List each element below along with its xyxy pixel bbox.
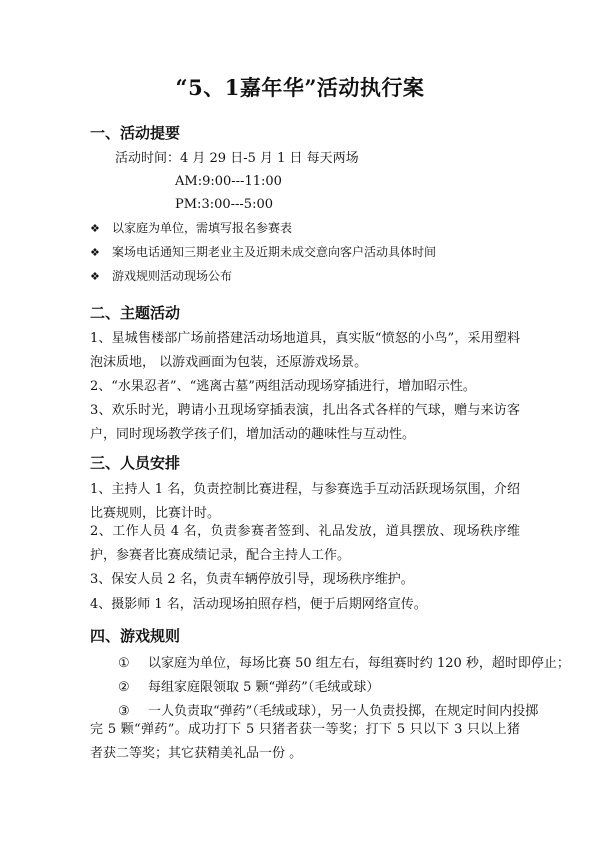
diamond-bullet-icon: ❖ [90, 246, 100, 259]
staff-paragraph-1: 1、主持人 1 名，负责控制比赛进程，与参赛选手互动活跃现场氛围，介绍比赛规则，比赛计时。 [90, 482, 520, 521]
rule-text: 以家庭为单位，每场比赛 50 组左右，每组赛时约 120 秒，超时即停止； [148, 656, 570, 671]
document-title: “5、1嘉年华”活动执行案 [175, 75, 425, 100]
morning-session: AM:9:00---11:00 [175, 174, 282, 189]
activity-time: 活动时间：4 月 29 日-5 月 1 日 每天两场 [115, 151, 359, 166]
theme-paragraph-1: 1、星城售楼部广场前搭建活动场地道具，真实版“愤怒的小鸟”，采用塑料泡沫质地， 以游戏画面为包装，还原游戏场景。 [90, 331, 520, 370]
afternoon-session: PM:3:00---5:00 [175, 197, 274, 212]
bullet-text: 案场电话通知三期老业主及近期未成交意向客户活动具体时间 [112, 245, 437, 259]
rule-text: 一人负责取“弹药”（毛绒或球），另一人负责投掷，在规定时间内投掷 [148, 704, 539, 719]
rule-number: ① [118, 656, 130, 671]
rule-item [118, 652, 570, 671]
theme-paragraph-2: 2、“水果忍者”、“逃离古墓”两组活动现场穿插进行，增加昭示性。 [90, 379, 476, 394]
rule-number: ③ [118, 704, 130, 719]
rule-text: 每组家庭限领取 5 颗“弹药”（毛绒或球） [148, 680, 380, 695]
staff-paragraph-2: 2、工作人员 4 名，负责参赛者签到、礼品发放，道具摆放、现场秩序维护，参赛者比赛成绩记录，配合主持人工作。 [90, 524, 520, 563]
staff-paragraph-3: 3、保安人员 2 名，负责车辆停放引导，现场秩序维护。 [90, 572, 414, 587]
bullet-item [90, 267, 232, 284]
diamond-bullet-icon: ❖ [90, 270, 100, 283]
section-heading-summary: 一、活动提要 [90, 124, 181, 142]
diamond-bullet-icon: ❖ [90, 222, 100, 235]
rule-number: ② [118, 680, 130, 695]
bullet-text: 以家庭为单位，需填写报名参赛表 [112, 221, 293, 235]
rule-item [118, 700, 538, 719]
bullet-text: 游戏规则活动现场公布 [112, 269, 233, 283]
rule-item [118, 676, 379, 695]
rule-3-continuation: 完 5 颗“弹药”。成功打下 5 只猪者获一等奖；打下 5 只以下 3 只以上猪者获二等奖；其它获精美礼品一份 。 [90, 722, 520, 761]
section-heading-theme: 二、主题活动 [90, 304, 181, 322]
section-heading-staff: 三、人员安排 [90, 454, 181, 472]
bullet-item [90, 243, 436, 260]
bullet-item [90, 219, 292, 236]
staff-paragraph-4: 4、摄影师 1 名，活动现场拍照存档，便于后期网络宣传。 [90, 597, 427, 612]
section-heading-rules: 四、游戏规则 [90, 627, 181, 645]
theme-paragraph-3: 3、欢乐时光，聘请小丑现场穿插表演，扎出各式各样的气球，赠与来访客户，同时现场教学孩子们，增加活动的趣味性与互动性。 [90, 403, 520, 442]
